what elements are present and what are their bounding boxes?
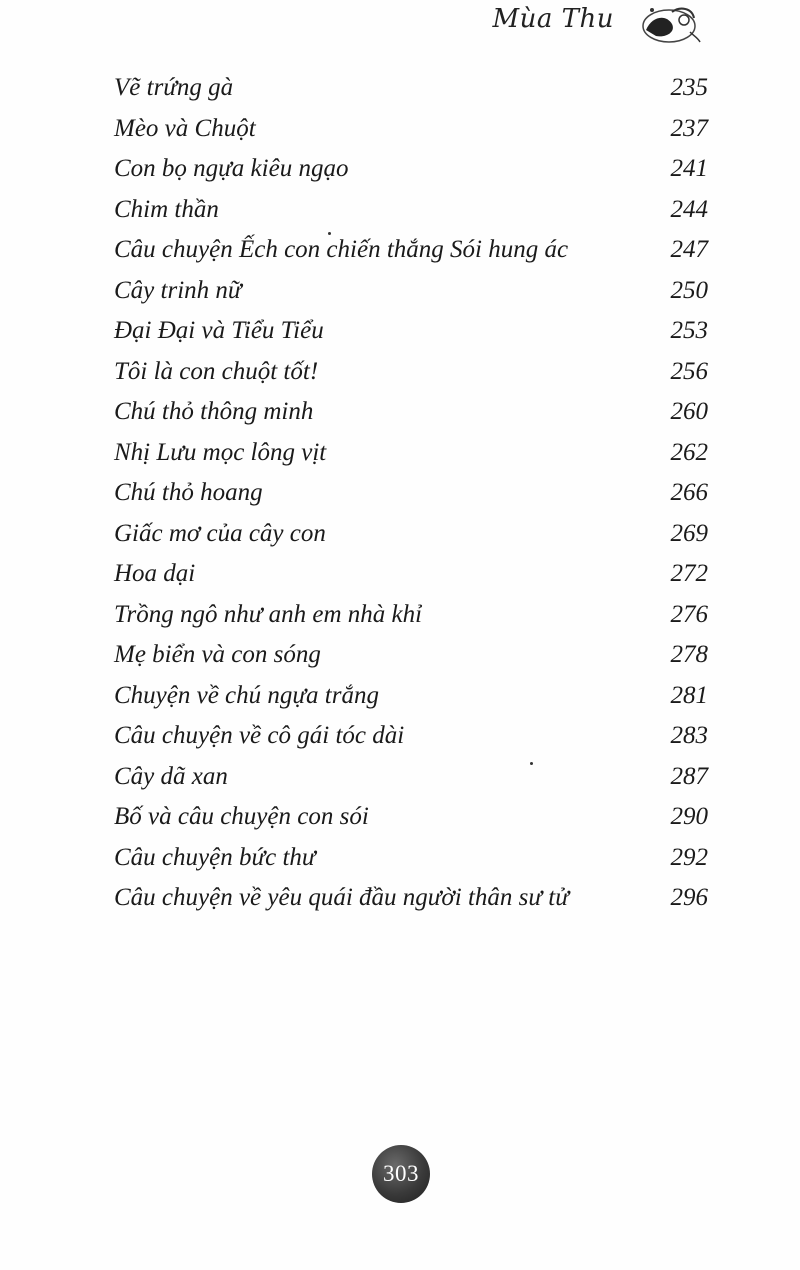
running-header-title: Mùa Thu: [492, 4, 614, 34]
toc-entry: [114, 716, 714, 757]
toc-entry-title: Bố và câu chuyện con sói: [114, 803, 369, 830]
toc-entry-title: Chim thần: [114, 195, 219, 223]
toc-entry-page: 281: [670, 681, 708, 709]
toc-entry-title: Câu chuyện về cô gái tóc dài: [114, 722, 405, 749]
toc-entry-title: Chuyện về chú ngựa trắng: [114, 681, 379, 709]
toc-entry-title: Nhị Lưu mọc lông vịt: [114, 438, 327, 466]
toc-entry: [114, 433, 714, 474]
toc-entry-page: 266: [670, 479, 708, 506]
toc-entry-title: Mẹ biển và con sóng: [114, 641, 321, 668]
toc-entry-page: 260: [670, 398, 708, 425]
toc-entry: [114, 838, 714, 879]
toc-entry: [114, 190, 714, 231]
toc-entry-title: Tôi là con chuột tốt!: [114, 357, 319, 385]
toc-entry-title: Giấc mơ của cây con: [114, 519, 326, 547]
toc-entry-page: 244: [670, 195, 708, 223]
toc-entry-page: 237: [670, 114, 708, 142]
toc-entry: [114, 757, 714, 798]
toc-entry-title: Chú thỏ thông minh: [114, 398, 314, 425]
toc-entry: [114, 68, 714, 109]
toc-entry-title: Câu chuyện bức thư: [114, 843, 316, 871]
print-speck: [328, 232, 331, 235]
toc-entry-title: Hoa dại: [114, 560, 196, 587]
decorative-emblem-icon: [636, 0, 702, 44]
toc-entry: [114, 878, 714, 919]
toc-entry-title: Con bọ ngựa kiêu ngạo: [114, 155, 349, 182]
toc-entry: [114, 554, 714, 595]
toc-entry: [114, 635, 714, 676]
toc-entry-title: Chú thỏ hoang: [114, 479, 263, 506]
toc-entry-page: 283: [670, 722, 708, 749]
toc-entry: [114, 230, 714, 271]
toc-entry-page: 241: [670, 155, 708, 182]
toc-entry: [114, 392, 714, 433]
toc-entry: [114, 352, 714, 393]
page-number-badge: [372, 1145, 430, 1203]
toc-entry-title: Câu chuyện về yêu quái đầu người thân sư tử: [114, 884, 569, 911]
toc-entry-title: Đại Đại và Tiểu Tiểu: [114, 317, 324, 344]
toc-entry: [114, 514, 714, 555]
toc-entry: [114, 109, 714, 150]
toc-entry-title: Mèo và Chuột: [114, 114, 256, 142]
print-speck: [530, 762, 533, 765]
toc-entry-page: 262: [670, 438, 708, 466]
toc-entry-page: 292: [670, 843, 708, 871]
toc-entry-title: Cây trinh nữ: [114, 276, 242, 304]
toc-entry: [114, 149, 714, 190]
toc-entry-page: 247: [670, 236, 708, 263]
toc-entry: [114, 271, 714, 312]
toc-entry-title: Trồng ngô như anh em nhà khỉ: [114, 600, 423, 628]
toc-entry-title: Vẽ trứng gà: [114, 74, 234, 101]
toc-entry-page: 287: [670, 762, 708, 790]
toc-entry: [114, 595, 714, 636]
toc-entry: [114, 676, 714, 717]
toc-entry-page: 276: [670, 600, 708, 628]
table-of-contents: [114, 68, 714, 919]
toc-entry-title: Cây dã xan: [114, 762, 228, 790]
toc-entry-page: 278: [670, 641, 708, 668]
toc-entry-title: Câu chuyện Ếch con chiến thắng Sói hung ác: [114, 236, 569, 263]
toc-entry-page: 250: [670, 276, 708, 304]
toc-entry-page: 235: [670, 74, 708, 101]
toc-entry: [114, 797, 714, 838]
toc-entry-page: 256: [670, 357, 708, 385]
toc-entry-page: 296: [670, 884, 708, 911]
toc-entry-page: 290: [670, 803, 708, 830]
page-number: 303: [383, 1161, 419, 1186]
toc-entry: [114, 311, 714, 352]
toc-entry-page: 272: [670, 560, 708, 587]
toc-entry-page: 253: [670, 317, 708, 344]
toc-entry-page: 269: [670, 519, 708, 547]
toc-entry: [114, 473, 714, 514]
